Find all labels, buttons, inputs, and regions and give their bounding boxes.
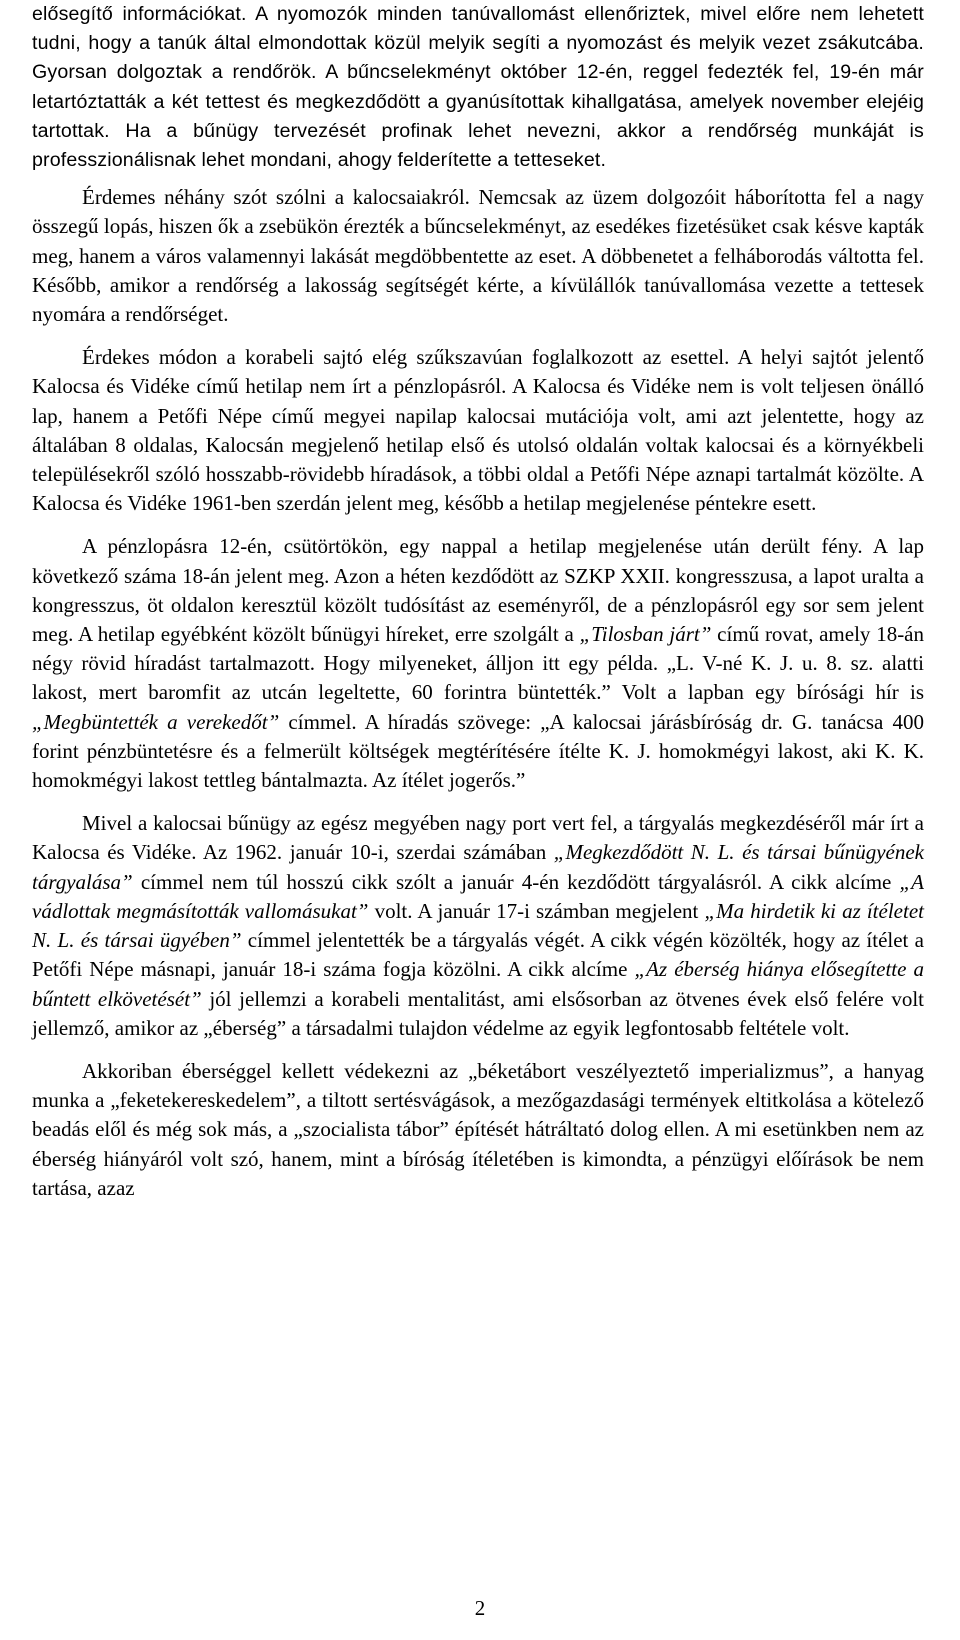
paragraph-trial-reports: [32, 809, 924, 1043]
text-run: címmel. A híradás szövege: „A kalocsai járásbíróság dr. G. tanácsa 400 forint pénzbüntetésre és a felmerült költségek megtérítésére ítélte K. J. homokmégyi lakost, aki K. K. homokmégyi lakost tettleg bántalmazta. Az ítélet jogerős.”: [32, 709, 924, 793]
text-run: Mivel a kalocsai bűnügy az egész megyében nagy port vert fel, a tárgyalás megkezdéséről már írt a Kalocsa és Vidéke. Az 1962. január 10-i, szerdai számában: [32, 811, 924, 865]
italic-title-run: „A vádlottak megmásították vallomásukat”: [32, 869, 924, 923]
italic-title-run: „Megbüntették a verekedőt”: [32, 709, 280, 734]
text-run: címmel jelentették be a tárgyalás végét. A cikk végén közölték, hogy az ítélet a Petőfi Népe másnapi, január 18-i száma fogja közölni. A cikk alcíme: [32, 928, 924, 982]
italic-title-run: „Az éberség hiánya elősegítette a bűntett elkövetését”: [32, 957, 924, 1011]
paragraph-vigilance: [32, 1057, 924, 1203]
document-page: [32, 0, 924, 1203]
text-run: Érdemes néhány szót szólni a kalocsaiakról. Nemcsak az üzem dolgozóit háborította fel a nagy összegű lopás, hiszen ők a zsebükön érezték a bűncselekményt, az esedékes fizetésüket csak késve kapták meg, hanem a város valamennyi lakását megdöbbentette az eset. A döbbenetet a felháborodás váltotta fel. Később, amikor a rendőrség a lakosság segítségét kérte, a kívülállók tanúvallomása vezette a tettesek nyomára a rendőrséget.: [32, 185, 924, 327]
text-run: című rovat, amely 18-án négy rövid híradást tartalmazott. Hogy milyeneket, álljon itt egy példa. „L. V-né K. J. u. 8. sz. alatti lakost, mert baromfit az utcán legeltette, 60 forintra büntették.” Volt a lapban egy bírósági hír is: [32, 622, 925, 705]
page-number: 2: [474, 1596, 486, 1620]
text-run: címmel nem túl hosszú cikk szólt a január 4-én kezdődött tárgyalásról. A cikk alcíme: [132, 869, 900, 894]
paragraph-weekly-news: [32, 532, 924, 795]
text-run: Akkoriban éberséggel kellett védekezni az „béketábort veszélyeztető imperializmus”, a hanyag munka a „feketekereskedelem”, a tiltott sertésvágások, a mezőgazdasági termények eltitkolása a kötelező beadás elől és még sok más, a „szocialista tábor” építését hátráltató dolog ellen. A mi esetünkben nem az éberség hiányáról volt szó, hanem, mint a bíróság ítéletében is kimondta, a pénzügyi előírások be nem tartása, azaz: [32, 1058, 924, 1200]
text-run: A pénzlopásra 12-én, csütörtökön, egy nappal a hetilap megjelenése után derült fény. A lap következő száma 18-án jelent meg. Azon a héten kezdődött az SZKP XXII. kongresszusa, a lapot uralta a kongresszus, öt oldalon keresztül közölt tudósítást az eseményről, de a pénzlopásról egy sor sem jelent meg. A hetilap egyébként közölt bűnügyi híreket, erre szolgált a: [32, 534, 924, 647]
paragraph-kalocsa-residents: [32, 183, 924, 329]
italic-title-run: „Tilosban járt”: [579, 622, 712, 647]
paragraph-investigation: [32, 0, 924, 175]
text-run: jól jellemzi a korabeli mentalitást, ami elsősorban az ötvenes évek első felére volt jellemző, amikor az „éberség” a társadalmi tulajdon védelme az egyik legfontosabb feltétele volt.: [32, 986, 924, 1040]
text-run: volt. A január 17-i számban megjelent: [368, 898, 705, 923]
italic-title-run: „Megkezdődött N. L. és társai bűnügyének tárgyalása”: [32, 840, 924, 894]
paragraph-press-coverage: [32, 343, 924, 518]
text-run: Érdekes módon a korabeli sajtó elég szűkszavúan foglalkozott az esettel. A helyi sajtót jelentő Kalocsa és Vidéke című hetilap nem írt a pénzlopásról. A Kalocsa és Vidéke nem is volt teljesen önálló lap, hanem a Petőfi Népe című megyei napilap kalocsai mutációja volt, ami azt jelentette, hogy az általában 8 oldalas, Kalocsán megjelenő hetilap első és utolsó oldalán voltak kalocsai és a környékbeli településekről szóló hosszabb-rövidebb híradások, a többi oldal a Petőfi Népe aznapi tartalmát közölte. A Kalocsa és Vidéke 1961-ben szerdán jelent meg, később a hetilap megjelenése péntekre esett.: [32, 345, 924, 516]
text-run: elősegítő információkat. A nyomozók minden tanúvallomást ellenőriztek, mivel előre nem lehetett tudni, hogy a tanúk által elmondottak közül melyik segíti a nyomozást és melyik vezet zsákutcába. Gyorsan dolgoztak a rendőrök. A bűncselekményt október 12-én, reggel fedezték fel, 19-én már letartóztatták a két tettest és megkezdődött a gyanúsítottak kihallgatása, amelyek november elejéig tartottak. Ha a bűnügy tervezését profinak lehet nevezni, akkor a rendőrség munkáját is professzionálisnak lehet mondani, ahogy felderítette a tetteseket.: [32, 3, 924, 172]
italic-title-run: „Ma hirdetik ki az ítéletet N. L. és társai ügyében”: [32, 898, 924, 953]
